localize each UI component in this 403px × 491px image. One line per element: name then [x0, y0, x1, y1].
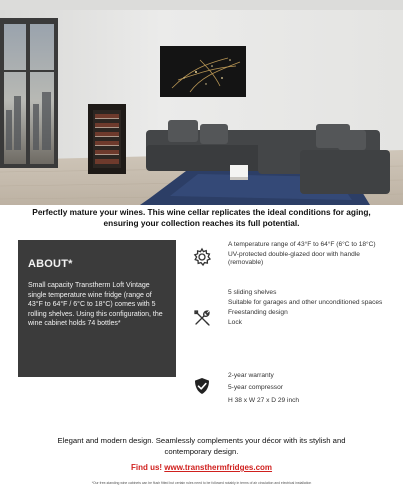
- website-link[interactable]: www.transthermfridges.com: [164, 463, 273, 472]
- about-panel: [18, 240, 176, 377]
- feature-item: Lock: [228, 318, 242, 326]
- feature-item: H 38 x W 27 x D 29 inch: [228, 396, 300, 404]
- about-body: Small capacity Transtherm Loft Vintage single temperature wine fridge (range of 43°F to 64°F / 6°C to 18°C) comes with 5 rolling shelves. Using this configuration, the wine cabinet holds 74 bottles*: [28, 282, 163, 328]
- feature-item: A temperature range of 43°F to 64°F (6°C to 18°C): [228, 241, 376, 248]
- features-temperature: [228, 241, 388, 269]
- cta-prefix: Find us!: [130, 463, 165, 472]
- design-description: Elegant and modern design. Seamlessly complements your décor with its stylish and contemporary design.: [57, 436, 346, 456]
- cta-line: [0, 463, 403, 472]
- feature-item: UV-protected double-glazed door with handle (removable): [228, 250, 360, 267]
- about-title: ABOUT*: [28, 258, 73, 270]
- hero-image: [0, 0, 403, 205]
- tools-icon: [192, 308, 212, 328]
- features-warranty: [228, 372, 388, 407]
- feature-item: 2-year warranty: [228, 372, 274, 379]
- tagline: Perfectly mature your wines. This wine cellar replicates the ideal conditions for aging, ensuring your collection reaches its full potential.: [32, 207, 371, 228]
- feature-item: 5 sliding shelves: [228, 289, 277, 296]
- feature-item: Freestanding design: [228, 308, 288, 316]
- footnote: *Our free-standing wine cabinets can be flush fitted but certain rules need to be followed notably in terms of air circulation and electrical installation: [91, 481, 312, 485]
- feature-item: Suitable for garages and other unconditioned spaces: [228, 298, 383, 306]
- features-shelves: [228, 289, 388, 329]
- shield-check-icon: [192, 376, 212, 396]
- gear-icon: [192, 247, 212, 267]
- feature-item: 5-year compressor: [228, 384, 283, 392]
